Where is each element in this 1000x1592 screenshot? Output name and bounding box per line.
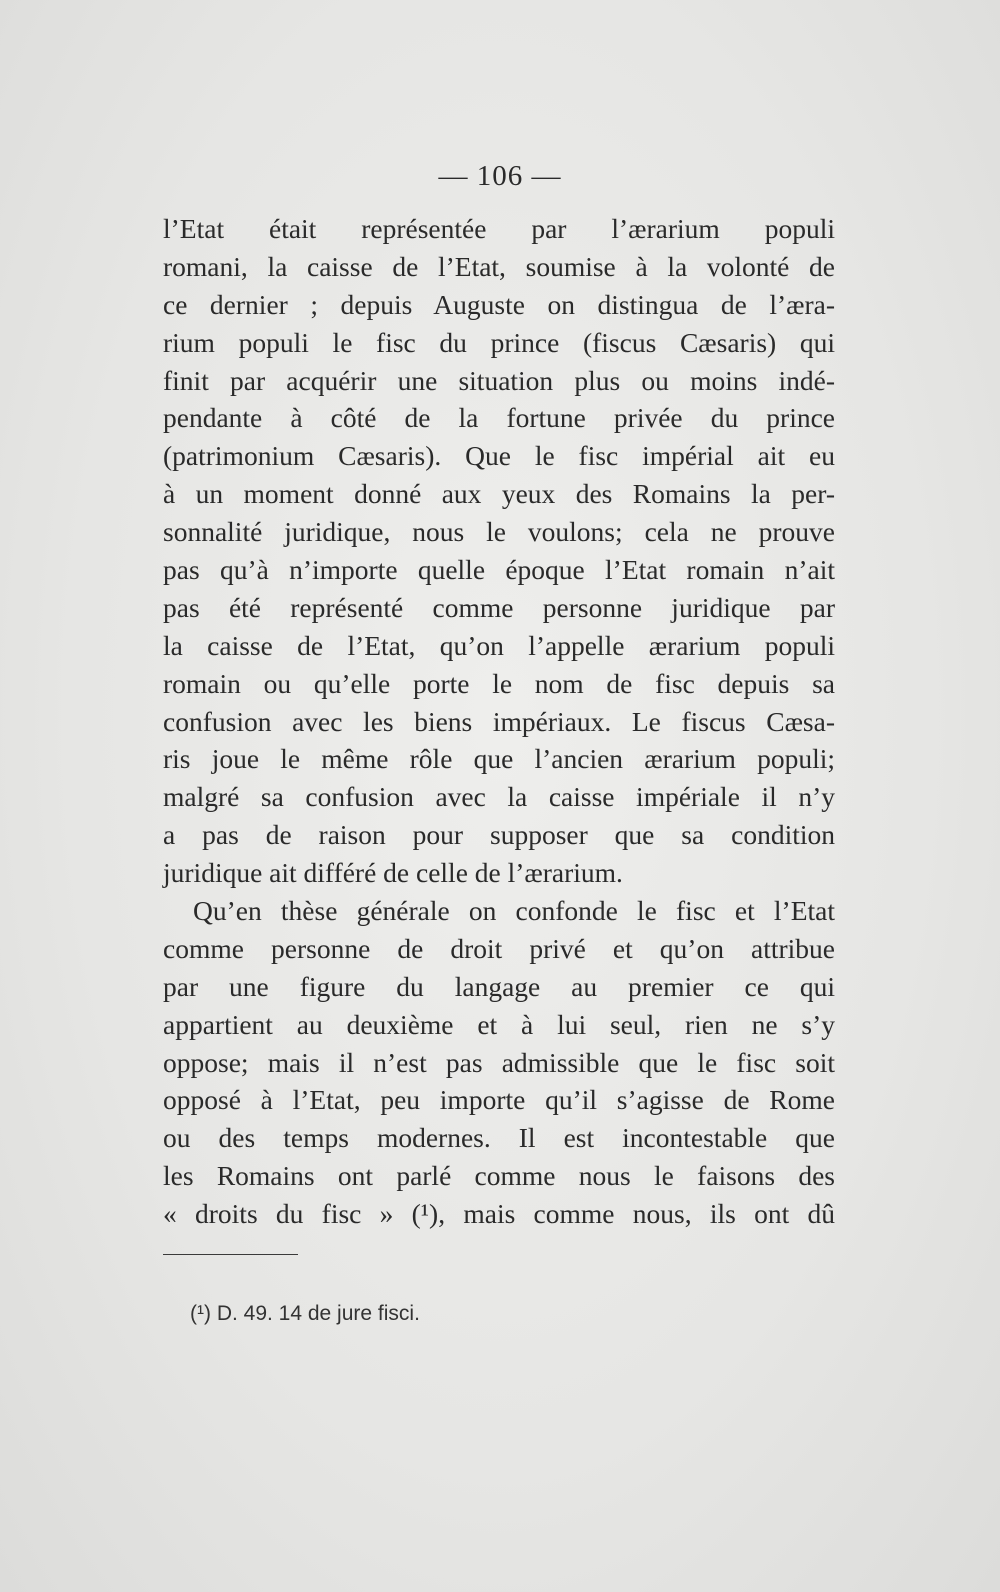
text-line: (patrimonium Cæsaris). Que le fisc impérial ait eu [163,440,835,472]
text-line: l’Etat était représentée par l’ærarium populi [163,213,835,244]
text-line: par une figure du langage au premier ce qui [163,970,835,1002]
footnote: (¹) D. 49. 14 de jure fisci. [190,1302,420,1325]
paragraph-end-line: juridique ait différé de celle de l’ærarium. [163,857,623,889]
text-line: appartient au deuxième et à lui seul, rien ne s’y [163,1008,835,1040]
text-line: pendante à côté de la fortune privée du prince [163,402,835,434]
paragraph-start-line: Qu’en thèse générale on confonde le fisc et l’Etat [193,895,835,927]
text-line: romani, la caisse de l’Etat, soumise à la volonté de [163,250,835,282]
text-line: romain ou qu’elle porte le nom de fisc depuis sa [163,667,835,699]
text-line: à un moment donné aux yeux des Romains la per- [163,478,835,510]
text-line: « droits du fisc » (¹), mais comme nous, ils ont dû [163,1198,835,1230]
text-line: rium populi le fisc du prince (fiscus Cæsaris) qui [163,326,835,358]
page-number: — 106 — [438,160,562,192]
text-line: confusion avec les biens impériaux. Le fiscus Cæsa- [163,705,835,737]
text-line: ris joue le même rôle que l’ancien ærarium populi; [163,743,835,775]
text-line: a pas de raison pour supposer que sa condition [163,819,835,851]
text-line: finit par acquérir une situation plus ou moins indé- [163,364,835,396]
text-line: opposé à l’Etat, peu importe qu’il s’agisse de Rome [163,1084,835,1116]
text-line: oppose; mais il n’est pas admissible que le fisc soit [163,1046,835,1078]
text-line: sonnalité juridique, nous le voulons; cela ne prouve [163,516,835,548]
text-line: malgré sa confusion avec la caisse impériale il n’y [163,781,835,813]
text-line: pas qu’à n’importe quelle époque l’Etat romain n’ait [163,554,835,586]
text-line: pas été représenté comme personne juridique par [163,591,835,623]
text-line: la caisse de l’Etat, qu’on l’appelle ærarium populi [163,629,835,661]
text-line: comme personne de droit privé et qu’on attribue [163,932,835,964]
footnote-divider [163,1254,298,1255]
text-line: ce dernier ; depuis Auguste on distingua de l’æra- [163,288,835,320]
body-text [163,210,835,1233]
text-line: les Romains ont parlé comme nous le faisons des [163,1160,835,1192]
text-line: ou des temps modernes. Il est incontestable que [163,1122,835,1154]
